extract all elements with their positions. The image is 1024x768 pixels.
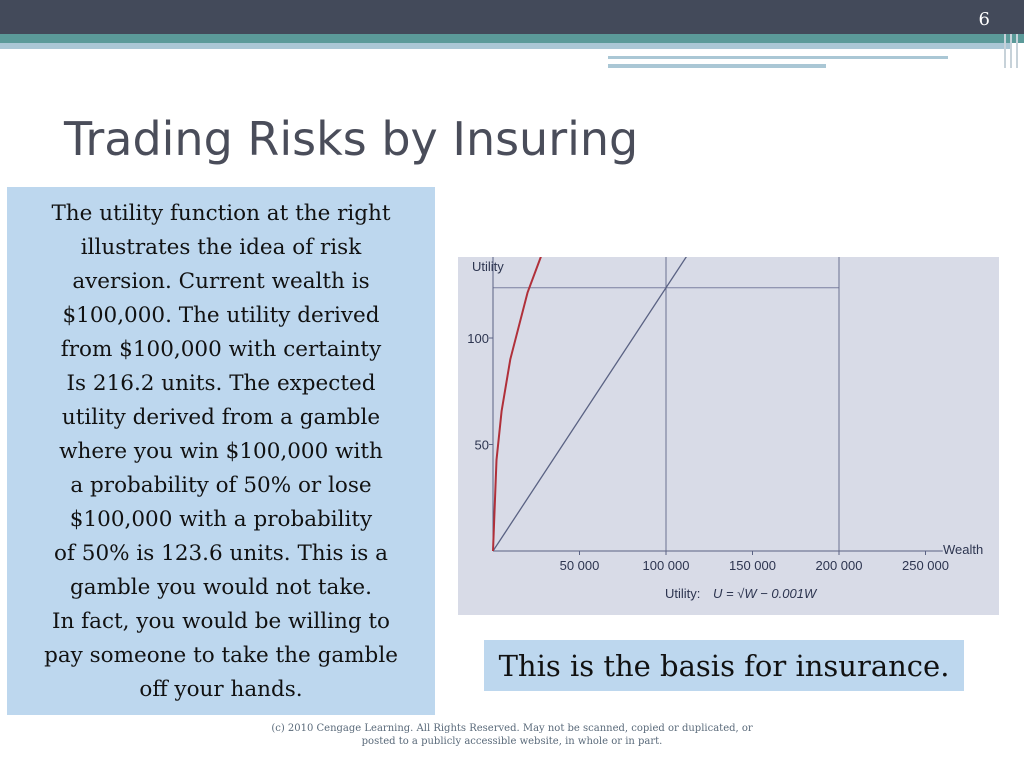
- body-line: gamble you would not take.: [70, 575, 372, 600]
- utility-chart-panel: [458, 257, 999, 615]
- header-decor-bar: [1004, 34, 1006, 68]
- body-line: a probability of 50% or lose: [70, 473, 372, 498]
- body-line: pay someone to take the gamble: [44, 643, 398, 668]
- utility-curve: [493, 257, 926, 551]
- copyright-footer: [262, 722, 762, 748]
- page-number: 6: [978, 9, 990, 30]
- header-decor-bar: [1010, 34, 1012, 68]
- header-stripe-light: [0, 43, 1010, 49]
- slide-title: Trading Risks by Insuring: [64, 112, 639, 166]
- slide-header-bar: [0, 0, 1024, 34]
- x-tick-label: 250 000: [902, 558, 949, 573]
- body-line: Is 216.2 units. The expected: [66, 371, 376, 396]
- body-line: The utility function at the right: [51, 201, 391, 226]
- x-axis-label: Wealth: [943, 542, 984, 557]
- body-line: $100,000. The utility derived: [62, 303, 380, 328]
- body-line: illustrates the idea of risk: [80, 235, 362, 260]
- x-tick-label: 100 000: [642, 558, 690, 573]
- header-decor-line: [608, 64, 826, 68]
- body-line: off your hands.: [139, 677, 303, 702]
- header-stripe: [0, 34, 1024, 43]
- x-tick-label: 50 000: [559, 558, 600, 573]
- utility-chart: [458, 257, 999, 615]
- body-line: of 50% is 123.6 units. This is a: [54, 541, 388, 566]
- x-tick-label: 150 000: [729, 558, 776, 573]
- body-line: utility derived from a gamble: [61, 405, 381, 430]
- utility-formula: U = √W − 0.001W: [713, 586, 817, 601]
- body-line: aversion. Current wealth is: [72, 269, 370, 294]
- y-axis-label: Utility: [472, 259, 504, 274]
- footer-line: (c) 2010 Cengage Learning. All Rights Reserved. May not be scanned, copied or duplicated, or: [271, 723, 753, 734]
- header-decor-line: [608, 56, 948, 59]
- body-line: $100,000 with a probability: [69, 507, 373, 532]
- header-decor-bar: [1016, 34, 1018, 68]
- x-tick-label: 200 000: [815, 558, 863, 573]
- body-line: In fact, you would be willing to: [52, 609, 390, 634]
- explanation-textbox: [7, 187, 435, 715]
- insurance-callout: This is the basis for insurance.: [484, 640, 964, 691]
- y-tick-label: 50: [474, 437, 489, 453]
- footer-line: posted to a publicly accessible website, in whole or in part.: [361, 736, 663, 747]
- formula-prefix: Utility:: [665, 586, 701, 601]
- body-line: where you win $100,000 with: [59, 439, 383, 464]
- body-line: from $100,000 with certainty: [60, 337, 382, 362]
- y-tick-label: 100: [467, 331, 489, 346]
